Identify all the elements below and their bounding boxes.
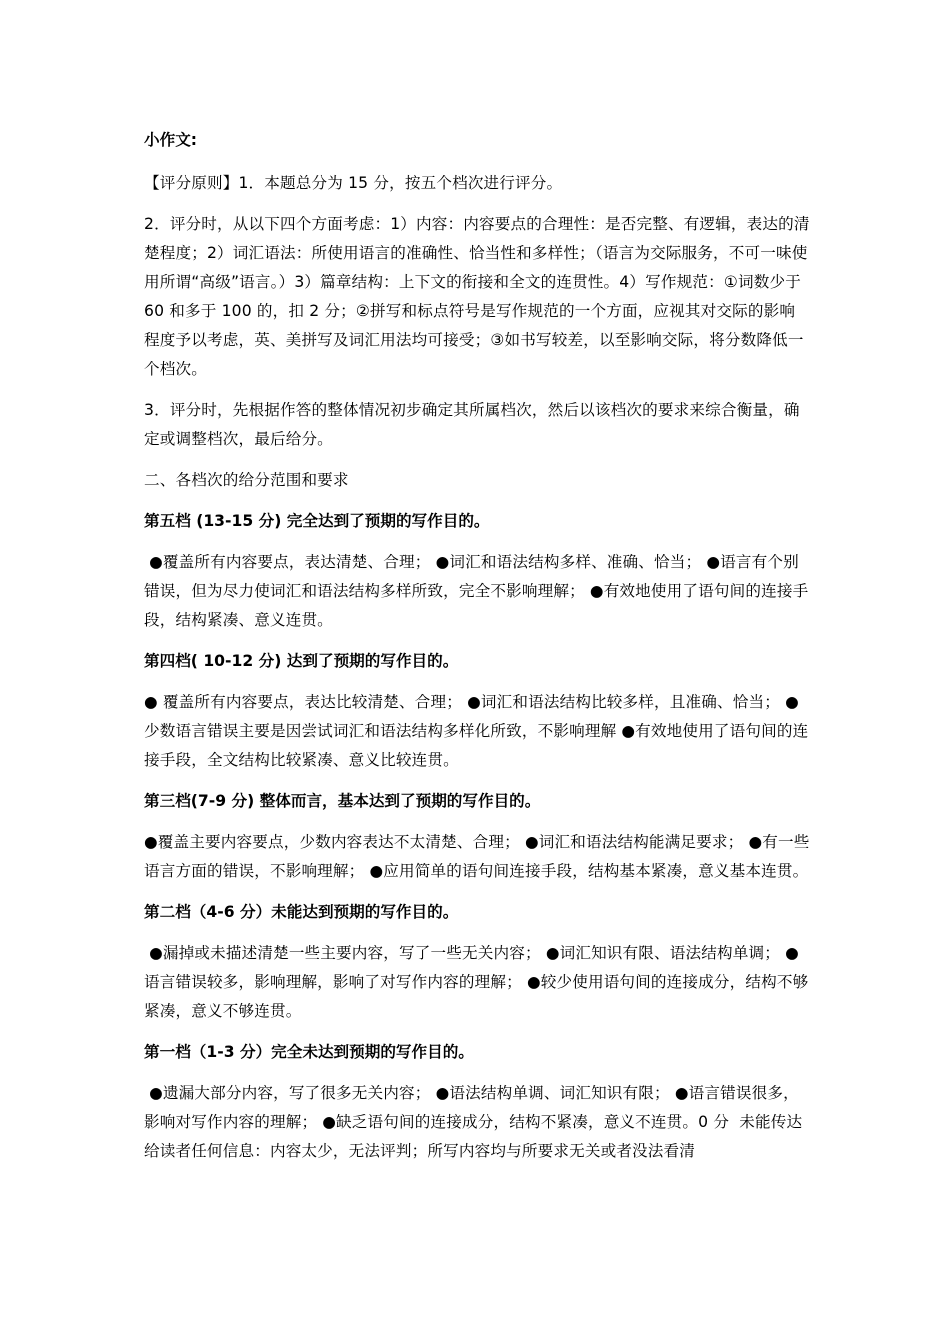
level-3-heading: 第三档(7-9 分) 整体而言，基本达到了预期的写作目的。	[144, 792, 541, 810]
level-5-heading: 第五档 (13-15 分) 完全达到了预期的写作目的。	[144, 512, 490, 530]
section-heading: 二、各档次的给分范围和要求	[144, 471, 349, 489]
level-1-body: ●遗漏大部分内容，写了很多无关内容； ●语法结构单调、词汇知识有限； ●语言错误很多，影响对写作内容的理解； ●缺乏语句间的连接成分，结构不紧凑，意义不连贯。0 分 未能传达给读者任何信息：内容太少，无法评判；所写内容均与所要求无关或者没法看清	[144, 1084, 803, 1160]
document-page	[144, 126, 810, 1178]
scoring-principle-paragraph: 【评分原则】1．本题总分为 15 分，按五个档次进行评分。	[144, 174, 563, 192]
level-2-body: ●漏掉或未描述清楚一些主要内容，写了一些无关内容； ●词汇知识有限、语法结构单调； ●语言错误较多，影响理解，影响了对写作内容的理解； ●较少使用语句间的连接成分，结构不够紧凑，意义不够连贯。	[144, 944, 809, 1020]
level-4-heading: 第四档( 10-12 分) 达到了预期的写作目的。	[144, 652, 459, 670]
scoring-aspects-paragraph: 2．评分时，从以下四个方面考虑：1）内容：内容要点的合理性：是否完整、有逻辑，表达的清楚程度；2）词汇语法：所使用语言的准确性、恰当性和多样性；（语言为交际服务，不可一味使用所谓“高级”语言。）3）篇章结构：上下文的衔接和全文的连贯性。4）写作规范：①词数少于 60 和多于 100 的，扣 2 分；②拼写和标点符号是写作规范的一个方面，应视其对交际的影响程度予以考虑，英、美拼写及词汇用法均可接受；③如书写较差，以至影响交际，将分数降低一个档次。	[144, 215, 810, 378]
level-4-body: ● 覆盖所有内容要点，表达比较清楚、合理； ●词汇和语法结构比较多样，且准确、恰当； ●少数语言错误主要是因尝试词汇和语法结构多样化所致，不影响理解 ●有效地使用了语句间的连接手段，全文结构比较紧凑、意义比较连贯。	[144, 693, 809, 769]
level-3-body: ●覆盖主要内容要点，少数内容表达不太清楚、合理； ●词汇和语法结构能满足要求； ●有一些语言方面的错误，不影响理解； ●应用简单的语句间连接手段，结构基本紧凑，意义基本连贯。	[144, 833, 810, 880]
document-title: 小作文:	[144, 131, 198, 149]
level-2-heading: 第二档（4-6 分）未能达到预期的写作目的。	[144, 903, 459, 921]
scoring-procedure-paragraph: 3．评分时，先根据作答的整体情况初步确定其所属档次，然后以该档次的要求来综合衡量，确定或调整档次，最后给分。	[144, 401, 800, 448]
level-1-heading: 第一档（1-3 分）完全未达到预期的写作目的。	[144, 1043, 474, 1061]
level-5-body: ●覆盖所有内容要点，表达清楚、合理； ●词汇和语法结构多样、准确、恰当； ●语言有个别错误，但为尽力使词汇和语法结构多样所致，完全不影响理解； ●有效地使用了语句间的连接手段，结构紧凑、意义连贯。	[144, 553, 809, 629]
